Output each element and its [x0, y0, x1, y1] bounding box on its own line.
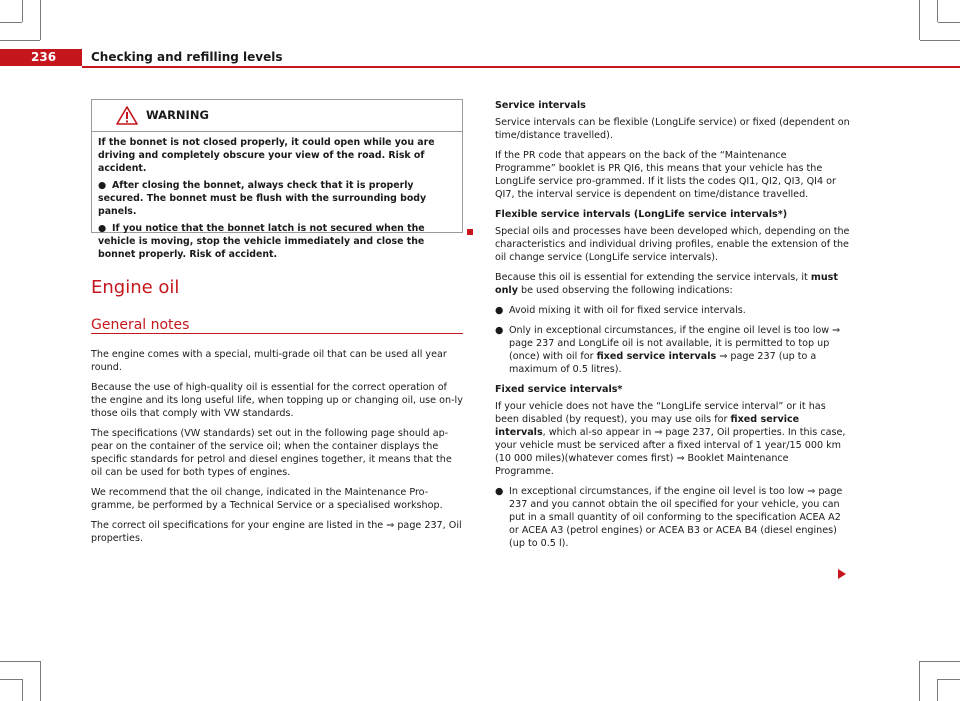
paragraph: Because this oil is essential for extending the service intervals, it must only be used observing the following indications: — [495, 272, 838, 296]
crop-mark — [937, 0, 938, 22]
crop-mark — [920, 40, 960, 41]
section-end-mark — [467, 229, 473, 235]
warning-header — [92, 100, 462, 132]
paragraph: We recommend that the oil change, indicated in the Maintenance Pro-gramme, be performed by a Technical Service or a specialised workshop. — [91, 487, 443, 511]
crop-mark — [0, 661, 40, 662]
crop-mark — [0, 40, 40, 41]
paragraph: If your vehicle does not have the “LongLife service interval” or it has been disabled (by request), you may use oils for fixed service intervals, which al-so appear in ⇒ page 237, Oil properties. In this case, your vehicle must be serviced after a fixed interval of 1 year/15 000 km (10 000 miles)(whatever comes first) ⇒ Booklet Maintenance Programme. — [495, 401, 846, 477]
bullet-icon: ● — [495, 305, 504, 316]
continue-arrow-icon — [838, 569, 846, 579]
crop-mark — [938, 22, 960, 23]
bullet-item: ● In exceptional circumstances, if the engine oil level is too low ⇒ page 237 and you cannot obtain the oil specified for your vehicle, you can put in a small quantity of oil conforming to the specification ACEA A2 or ACEA A3 (petrol engines) or ACEA B3 or ACEA B4 (diesel engines) (up to 0.5 l). — [495, 486, 843, 549]
warning-triangle-icon — [116, 106, 138, 125]
subheading-flexible-intervals: Flexible service intervals (LongLife service intervals*) — [495, 209, 788, 220]
section-title: Engine oil — [91, 277, 180, 298]
bullet-icon: ● — [98, 223, 107, 234]
crop-mark — [919, 661, 920, 701]
crop-mark — [920, 661, 960, 662]
warning-title: WARNING — [146, 108, 209, 122]
paragraph: The engine comes with a special, multi-grade oil that can be used all year round. — [91, 349, 447, 373]
bullet-item: ● Only in exceptional circumstances, if the engine oil level is too low ⇒ page 237 and LongLife oil is not available, it is permitted to top up (once) with oil for fixed service intervals ⇒ page 237 (up to a maximum of 0.5 litres). — [495, 325, 841, 375]
crop-mark — [40, 0, 41, 40]
subheading-fixed-intervals: Fixed service intervals* — [495, 384, 623, 395]
crop-mark — [0, 22, 22, 23]
warning-bullet: ● If you notice that the bonnet latch is not secured when the vehicle is moving, stop the vehicle immediately and close the bonnet properly. Risk of accident. — [98, 223, 425, 260]
subheading-service-intervals: Service intervals — [495, 100, 586, 111]
paragraph: Special oils and processes have been developed which, depending on the characteristics and individual driving profiles, enable the extension of the oil change service (LongLife service intervals). — [495, 226, 850, 263]
warning-intro: If the bonnet is not closed properly, it could open while you are driving and completely obscure your view of the road. Risk of accident. — [98, 137, 435, 174]
page-number-box — [0, 49, 82, 66]
right-column — [495, 99, 850, 557]
bullet-icon: ● — [98, 180, 107, 191]
crop-mark — [22, 679, 23, 701]
paragraph: If the PR code that appears on the back of the “Maintenance Programme” booklet is PR QI6, this means that your vehicle has the LongLife service pro-grammed. If it lists the codes QI1, QI2, QI3, QI4 or QI7, the interval service is dependent on time/distance travelled. — [495, 150, 836, 200]
crop-mark — [40, 661, 41, 701]
crop-mark — [919, 0, 920, 40]
crop-mark — [0, 679, 22, 680]
bullet-icon: ● — [495, 325, 504, 336]
page-number: 236 — [31, 50, 57, 64]
warning-bullet: ● After closing the bonnet, always check that it is properly secured. The bonnet must be flush with the surrounding body panels. — [98, 180, 427, 217]
warning-body — [92, 132, 462, 261]
paragraph: The specifications (VW standards) set out in the following page should ap-pear on the container of the service oil; when the container displays the specific standards for petrol and diesel engines together, it means that the oil can be used for both types of engines. — [91, 428, 452, 478]
bullet-icon: ● — [495, 486, 504, 497]
paragraph: The correct oil specifications for your engine are listed in the ⇒ page 237, Oil properties. — [91, 520, 462, 544]
section-subtitle: General notes — [91, 317, 190, 333]
left-column — [91, 348, 465, 552]
paragraph: Service intervals can be flexible (LongLife service) or fixed (dependent on time/distance travelled). — [495, 117, 850, 141]
warning-box — [91, 99, 463, 260]
bullet-item: ● Avoid mixing it with oil for fixed service intervals. — [495, 305, 746, 316]
paragraph: Because the use of high-quality oil is essential for the correct operation of the engine and its long useful life, when topping up or changing oil, use on-ly those oils that comply with VW standards. — [91, 382, 463, 419]
crop-mark — [22, 0, 23, 22]
header-rule — [82, 66, 960, 68]
crop-mark — [937, 679, 938, 701]
subtitle-rule — [91, 333, 463, 334]
running-header-title: Checking and refilling levels — [91, 50, 283, 64]
crop-mark — [938, 679, 960, 680]
